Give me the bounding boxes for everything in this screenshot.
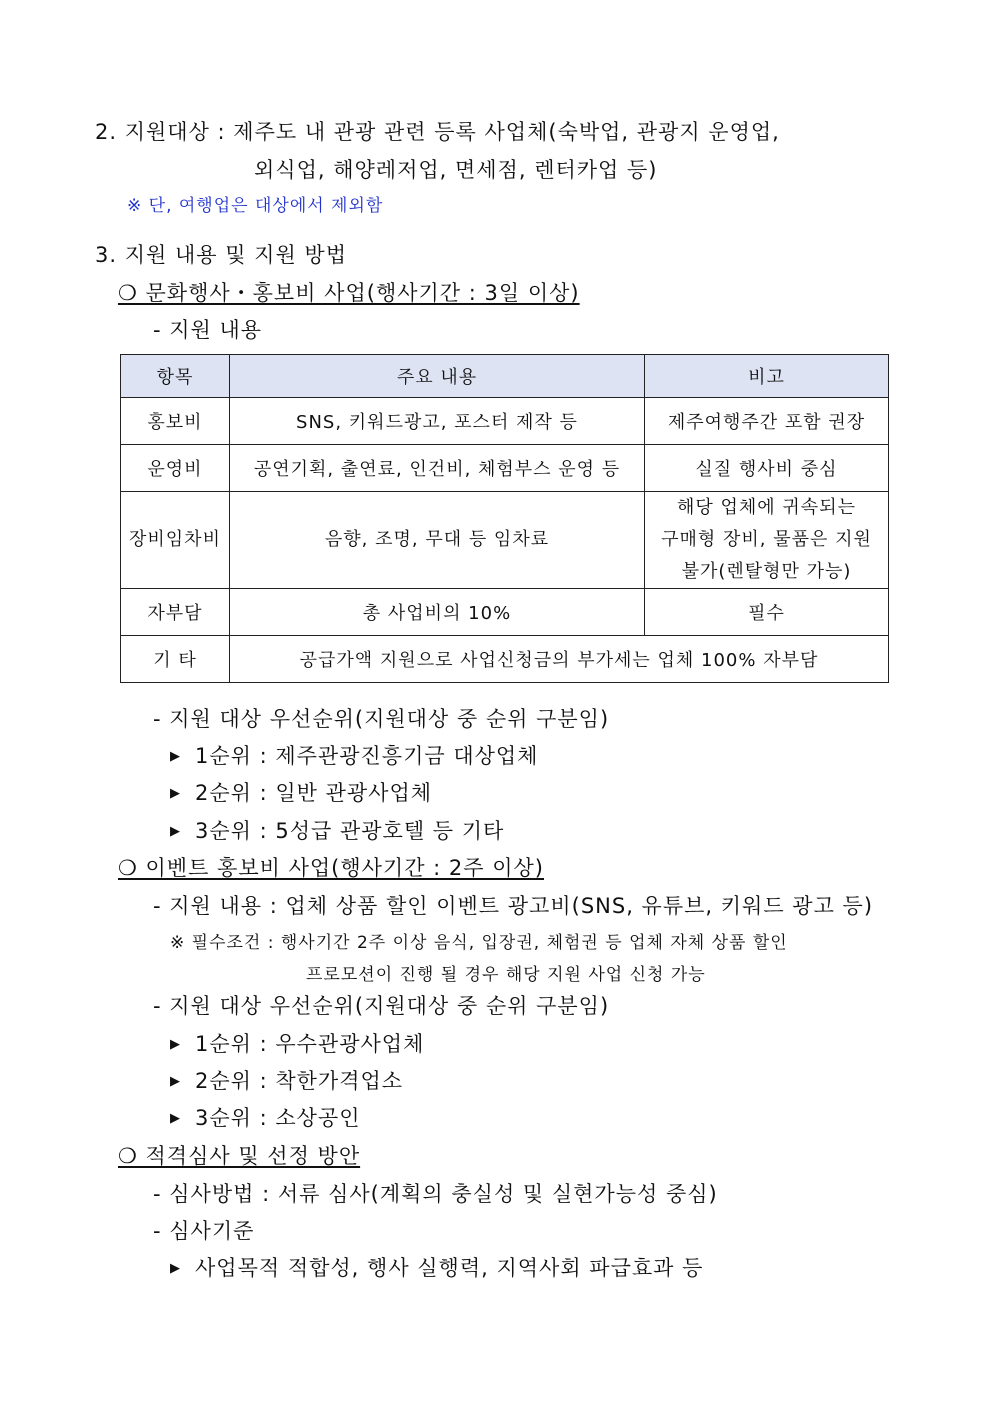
priority-text: 3순위 : 소상공인 — [195, 1106, 361, 1130]
table-header-row — [121, 355, 889, 398]
priority-item — [170, 777, 432, 807]
table-cell-item: 기 타 — [121, 636, 230, 683]
triangle-right-icon: ▶ — [170, 786, 181, 801]
section2-line1: 2. 지원대상 : 제주도 내 관광 관련 등록 사업체(숙박업, 관광지 운영업, — [95, 120, 780, 144]
table-cell-content: 총 사업비의 10% — [230, 589, 645, 636]
triangle-right-icon: ▶ — [170, 1074, 181, 1089]
table-cell-item: 자부담 — [121, 589, 230, 636]
table-row — [121, 636, 889, 683]
table-cell-content: SNS, 키워드광고, 포스터 제작 등 — [230, 398, 645, 445]
table-row — [121, 492, 889, 589]
section3-heading: 3. 지원 내용 및 지원 방법 — [95, 243, 347, 267]
program3-criteria-label: - 심사기준 — [153, 1219, 255, 1243]
program2-title: ❍ 이벤트 홍보비 사업(행사기간 : 2주 이상) — [118, 856, 544, 880]
triangle-right-icon: ▶ — [170, 1111, 181, 1126]
program1-title: ❍ 문화행사・홍보비 사업(행사기간 : 3일 이상) — [118, 281, 580, 305]
table-cell-remark: 제주여행주간 포함 권장 — [645, 398, 889, 445]
program3-title: ❍ 적격심사 및 선정 방안 — [118, 1144, 361, 1168]
table-cell-content: 공급가액 지원으로 사업신청금의 부가세는 업체 100% 자부담 — [230, 636, 889, 683]
table-header-content: 주요 내용 — [230, 355, 645, 398]
table-cell-item: 장비임차비 — [121, 492, 230, 589]
priority-text: 2순위 : 착한가격업소 — [195, 1069, 404, 1093]
triangle-right-icon: ▶ — [170, 1037, 181, 1052]
table-cell-content: 공연기획, 출연료, 인건비, 체험부스 운영 등 — [230, 445, 645, 492]
program2-note-line2: 프로모션이 진행 될 경우 해당 지원 사업 신청 가능 — [306, 965, 706, 985]
section2-note: ※ 단, 여행업은 대상에서 제외함 — [127, 196, 384, 216]
priority-item — [170, 740, 538, 770]
table-cell-remark: 필수 — [645, 589, 889, 636]
table-row — [121, 589, 889, 636]
triangle-right-icon: ▶ — [170, 749, 181, 764]
table-cell-item: 운영비 — [121, 445, 230, 492]
program2-priority-label: - 지원 대상 우선순위(지원대상 중 순위 구분임) — [153, 994, 610, 1018]
remark-line: 불가(렌탈형만 가능) — [681, 561, 852, 582]
program1-priority-label: - 지원 대상 우선순위(지원대상 중 순위 구분임) — [153, 707, 610, 731]
program3-method: - 심사방법 : 서류 심사(계획의 충실성 및 실현가능성 중심) — [153, 1182, 718, 1206]
priority-text: 3순위 : 5성급 관광호텔 등 기타 — [195, 819, 505, 843]
priority-item — [170, 815, 504, 845]
section2-line2: 외식업, 해양레저업, 면세점, 렌터카업 등) — [254, 158, 658, 182]
remark-line: 해당 업체에 귀속되는 — [677, 497, 856, 518]
criteria-item — [170, 1252, 703, 1282]
priority-item — [170, 1028, 424, 1058]
program1-support-label: - 지원 내용 — [153, 318, 263, 342]
table-cell-remark: 실질 행사비 중심 — [645, 445, 889, 492]
table-cell-item: 홍보비 — [121, 398, 230, 445]
priority-item — [170, 1065, 403, 1095]
priority-text: 1순위 : 제주관광진흥기금 대상업체 — [195, 744, 539, 768]
table-row — [121, 445, 889, 492]
table-cell-remark — [645, 492, 889, 589]
triangle-right-icon: ▶ — [170, 1261, 181, 1276]
table-header-item: 항목 — [121, 355, 230, 398]
program2-note-line1: ※ 필수조건 : 행사기간 2주 이상 음식, 입장권, 체험권 등 업체 자체 상품 할인 — [170, 933, 788, 953]
priority-text: 1순위 : 우수관광사업체 — [195, 1032, 425, 1056]
support-table — [120, 354, 889, 683]
priority-text: 2순위 : 일반 관광사업체 — [195, 781, 433, 805]
program2-support: - 지원 내용 : 업체 상품 할인 이벤트 광고비(SNS, 유튜브, 키워드 광고 등) — [153, 894, 874, 918]
criteria-text: 사업목적 적합성, 행사 실행력, 지역사회 파급효과 등 — [195, 1256, 704, 1280]
table-header-remark: 비고 — [645, 355, 889, 398]
priority-item — [170, 1102, 361, 1132]
remark-line: 구매형 장비, 물품은 지원 — [661, 529, 872, 550]
table-cell-content: 음향, 조명, 무대 등 임차료 — [230, 492, 645, 589]
triangle-right-icon: ▶ — [170, 824, 181, 839]
table-row — [121, 398, 889, 445]
